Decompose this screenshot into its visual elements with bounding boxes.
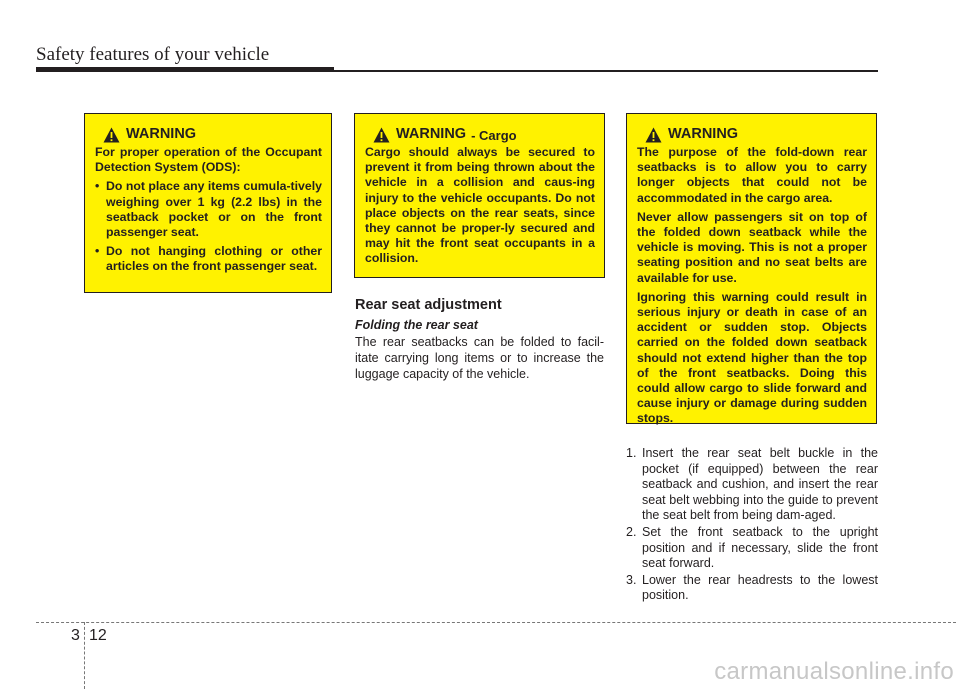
page-header-title: Safety features of your vehicle xyxy=(36,44,270,65)
warning-header xyxy=(645,126,867,143)
warning-paragraph: The purpose of the fold-down rear seatbacks is to allow you to carry longer objects that could not be accommodated in the cargo area. xyxy=(637,145,867,205)
warning-intro: For proper operation of the Occupant Detection System (ODS): xyxy=(95,145,322,175)
warning-bullet: • Do not place any items cumula-tively weighing over 1 kg (2.2 lbs) in the seatback pocket or on the front passenger seat. xyxy=(95,179,322,240)
instruction-steps xyxy=(626,446,878,605)
step-number: 1. xyxy=(626,446,637,460)
warning-header xyxy=(103,126,322,143)
step-item xyxy=(626,446,878,524)
warning-paragraph: Ignoring this warning could result in serious injury or death in case of an accident or sudden stop. Objects carried on the folded down seatback should not extend higher than the top of the front seatbacks. Doing this could allow cargo to slide forward and cause injury or damage during sudden stops. xyxy=(637,289,867,426)
page-number: 12 xyxy=(89,627,107,644)
warning-paragraph: Never allow passengers sit on top of the folded down seatback while the vehicle is moving. This is not a proper seating position and no seat belts are available for use. xyxy=(637,209,867,285)
warning-triangle-icon xyxy=(103,127,120,143)
warning-header xyxy=(373,126,595,143)
step-text: Insert the rear seat belt buckle in the pocket (if equipped) between the rear seatback and cushion, and insert the rear seat belt webbing into the guide to prevent the seat belt from being dam-aged. xyxy=(642,446,878,523)
warning-paragraph: Cargo should always be secured to prevent it from being thrown about the vehicle in a collision and caus-ing injury to the vehicle occupants. Do not place objects on the rear seats, since they cannot be proper-ly secured and may hit the front seat occupants in a collision. xyxy=(365,145,595,266)
warning-bullet: • Do not hanging clothing or other articles on the front passenger seat. xyxy=(95,244,322,274)
warning-box-fold-down xyxy=(626,113,877,424)
section-body: The rear seatbacks can be folded to facil-itate carrying long items or to increase the luggage capacity of the vehicle. xyxy=(355,335,604,381)
step-item xyxy=(626,525,878,572)
step-item xyxy=(626,573,878,604)
warning-triangle-icon xyxy=(645,127,662,143)
warning-title: WARNING xyxy=(668,126,739,142)
chapter-number: 3 xyxy=(71,627,80,644)
step-number: 3. xyxy=(626,572,637,587)
warning-bullet-list xyxy=(95,179,322,274)
section-subtitle: Folding the rear seat xyxy=(355,318,478,332)
warning-title: WARNING xyxy=(396,126,467,142)
warning-subtitle: - Cargo xyxy=(471,127,517,143)
step-text: Set the front seatback to the upright position and if necessary, slide the front seat forward. xyxy=(642,524,878,571)
warning-title: WARNING xyxy=(126,126,197,142)
step-text: Lower the rear headrests to the lowest position. xyxy=(642,572,878,603)
warning-triangle-icon xyxy=(373,127,390,143)
header-rule-thick xyxy=(36,67,334,72)
warning-box-cargo xyxy=(354,113,605,278)
section-title: Rear seat adjustment xyxy=(355,297,502,313)
header-rule-thin xyxy=(334,70,878,72)
watermark: carmanualsonline.info xyxy=(714,658,954,685)
footer-divider xyxy=(84,622,85,689)
footer-rule xyxy=(36,622,956,623)
step-number: 2. xyxy=(626,524,637,539)
warning-box-ods xyxy=(84,113,332,293)
